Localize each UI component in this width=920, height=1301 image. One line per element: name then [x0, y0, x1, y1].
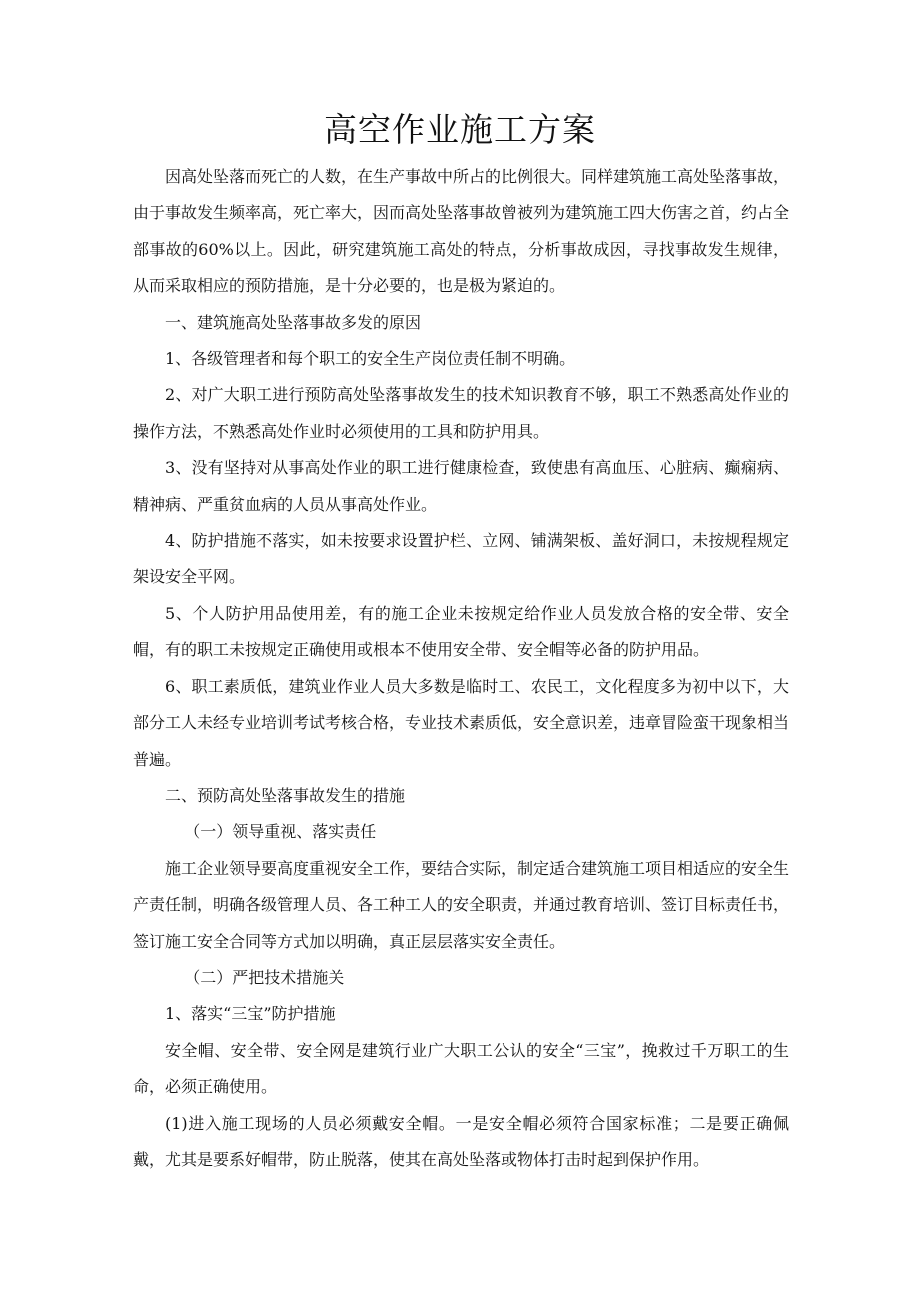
- cause-item-6: 6、职工素质低，建筑业作业人员大多数是临时工、农民工，文化程度多为初中以下，大部分工人未经专业培训考试考核合格，专业技术素质低，安全意识差，违章冒险蛮干现象相当普遍。: [133, 676, 790, 769]
- helmet-paragraph: (1)进入施工现场的人员必须戴安全帽。一是安全帽必须符合国家标准；二是要正确佩戴，尤其是要系好帽带，防止脱落，使其在高处坠落或物体打击时起到保护作用。: [133, 1113, 789, 1169]
- cause-item-1: 1、各级管理者和每个职工的安全生产岗位责任制不明确。: [165, 349, 576, 369]
- measure-item-1-heading: 1、落实“三宝”防护措施: [165, 1004, 336, 1024]
- cause-item-2: 2、对广大职工进行预防高处坠落事故发生的技术知识教育不够，职工不熟悉高处作业的操作方法，不熟悉高处作业时必须使用的工具和防护用具。: [133, 385, 789, 441]
- intro-paragraph: 因高处坠落而死亡的人数，在生产事故中所占的比例很大。同样建筑施工高处坠落事故，由于事故发生频率高，死亡率大，因而高处坠落事故曾被列为建筑施工四大伤害之首，约占全部事故的60%以上。因此，研究建筑施工高处的特点，分析事故成因，寻找事故发生规律，从而采取相应的预防措施，是十分必要的，也是极为紧迫的。: [133, 167, 790, 296]
- section-heading-measures: 二、预防高处坠落事故发生的措施: [165, 785, 406, 805]
- subsection-heading-leadership: （一）领导重视、落实责任: [184, 822, 377, 842]
- document-body: [133, 159, 789, 1178]
- cause-item-4: 4、防护措施不落实，如未按要求设置护栏、立网、铺满架板、盖好洞口，未按规程规定架设安全平网。: [133, 531, 789, 587]
- section-heading-causes: 一、建筑施高处坠落事故多发的原因: [165, 312, 422, 332]
- document-title: 高空作业施工方案: [324, 110, 596, 149]
- leadership-paragraph: 施工企业领导要高度重视安全工作，要结合实际，制定适合建筑施工项目相适应的安全生产责任制，明确各级管理人员、各工种工人的安全职责，并通过教育培训、签订目标责任书，签订施工安全合同等方式加以明确，真正层层落实安全责任。: [133, 858, 790, 951]
- cause-item-3: 3、没有坚持对从事高处作业的职工进行健康检查，致使患有高血压、心脏病、癫痫病、精神病、严重贫血病的人员从事高处作业。: [133, 458, 789, 514]
- cause-item-5: 5、个人防护用品使用差，有的施工企业未按规定给作业人员发放合格的安全带、安全帽，有的职工未按规定正确使用或根本不使用安全带、安全帽等必备的防护用品。: [133, 603, 789, 660]
- three-treasures-paragraph: 安全帽、安全带、安全网是建筑行业广大职工公认的安全“三宝”，挽救过千万职工的生命，必须正确使用。: [133, 1040, 789, 1097]
- subsection-heading-technical: （二）严把技术措施关: [184, 967, 345, 987]
